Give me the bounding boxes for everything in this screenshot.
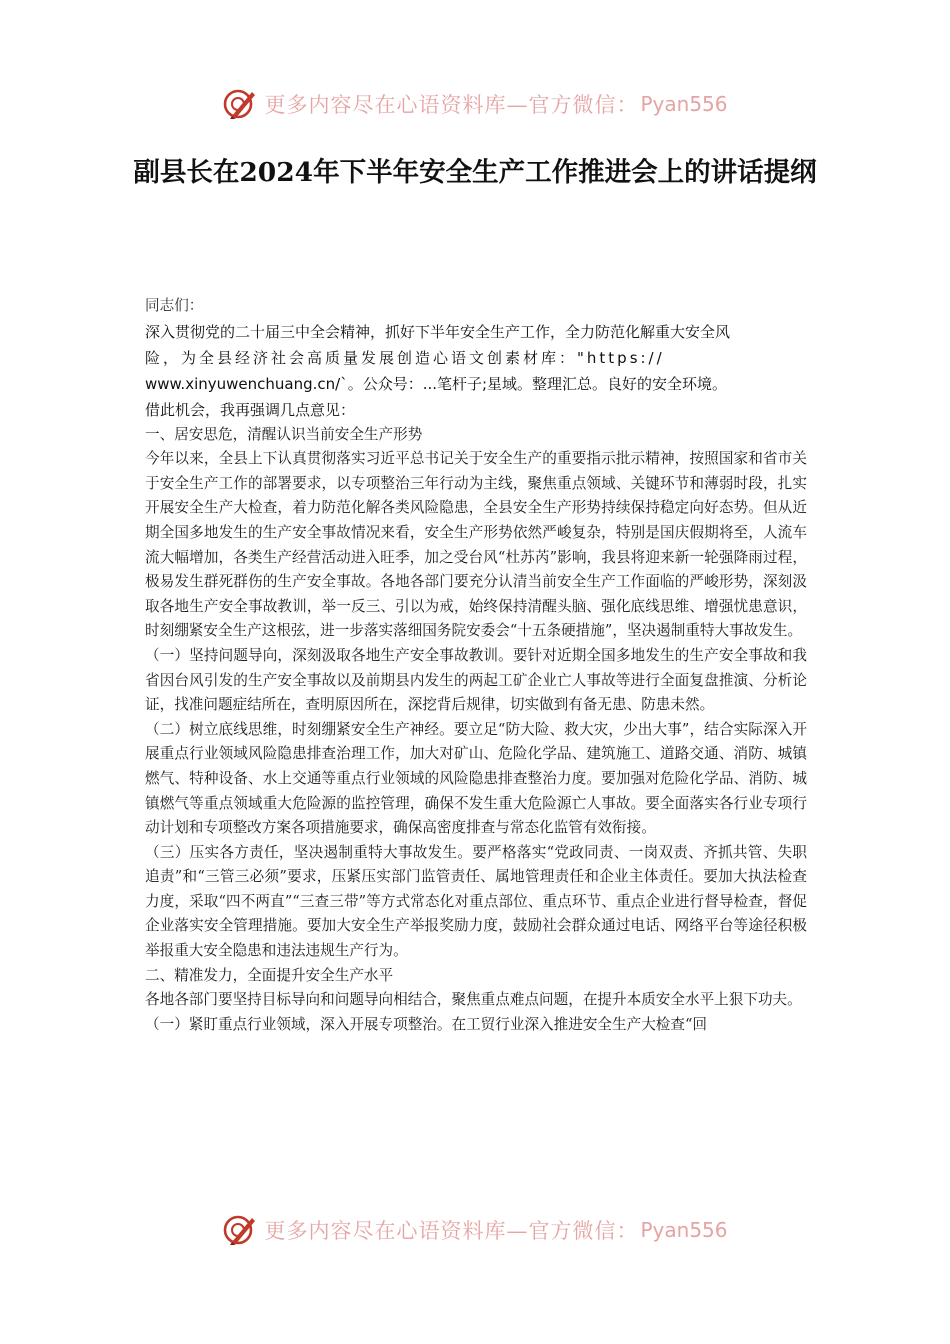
section-heading-1: 一、居安思危，清醒认识当前安全生产形势 (145, 425, 423, 443)
paragraph: 今年以来，全县上下认真贯彻落实习近平总书记关于安全生产的重要指示批示精神，按照国家和省市关于安全生产工作的部署要求，以专项整治三年行动为主线，聚焦重点领域、关键环节和薄弱时段，扎实开展安全生产大检查，着力防范化解各类风险隐患，全县安全生产形势持续保持稳定向好态势。但从近期全国多地发生的生产安全事故情况来看，安全生产形势依然严峻复杂，特别是国庆假期将至，人流车流大幅增加，各类生产经营活动进入旺季，加之受台风“杜苏芮”影响，我县将迎来新一轮强降雨过程，极易发生群死群伤的生产安全事故。各地各部门要充分认清当前安全生产工作面临的严峻形势，深刻汲取各地生产安全事故教训，举一反三、引以为戒，始终保持清醒头脑、强化底线思维、增强忧患意识，时刻绷紧安全生产这根弦，进一步落实落细国务院安委会“十五条硬措施”，坚决遏制重特大事故发生。 (145, 450, 807, 640)
banner-text: 更多内容尽在心语资料库—官方微信： (264, 1219, 639, 1243)
paragraph: 各地各部门要坚持目标导向和问题导向相结合，聚焦重点难点问题，在提升本质安全水平上狠下功夫。 (145, 991, 802, 1009)
intro-line-4: 借此机会，我再强调几点意见： (145, 400, 356, 419)
section-heading-2: 二、精准发力，全面提升安全生产水平 (145, 966, 394, 984)
paragraph: （一）紧盯重点行业领域，深入开展专项整治。在工贸行业深入推进安全生产大检查“回 (145, 1015, 708, 1033)
paragraph: （二）树立底线思维，时刻绷紧安全生产神经。要立足“防大险、救大灾，少出大事”，结合实际深入开展重点行业领域风险隐患排查治理工作，加大对矿山、危险化学品、建筑施工、道路交通、消防、城镇燃气、特种设备、水上交通等重点行业领域的风险隐患排查整治力度。要加强对危险化学品、消防、城镇燃气等重点领域重大危险源的监控管理，确保不发生重大危险源亡人事故。要全面落实各行业专项行动计划和专项整改方案各项措施要求，确保高密度排查与常态化监管有效衔接。 (145, 720, 807, 837)
header-banner (0, 82, 950, 126)
pen-logo-icon (222, 1212, 258, 1248)
banner-text: 更多内容尽在心语资料库—官方微信： (264, 93, 639, 117)
intro-line-1: 深入贯彻党的二十届三中全会精神，抓好下半年安全生产工作，全力防范化解重大安全风 (145, 322, 731, 341)
intro-line-3: www.xinyuwenchuang.cn/`。公众号：...笔杆子;星域。整理汇总。良好的安全环境。 (145, 374, 728, 393)
footer-banner (0, 1208, 950, 1252)
document-body (145, 294, 807, 1037)
page-title: 副县长在2024年下半年安全生产工作推进会上的讲话提纲 (133, 157, 817, 188)
greeting: 同志们： (145, 297, 204, 314)
paragraph: （三）压实各方责任，坚决遏制重特大事故发生。要严格落实“党政同责、一岗双责、齐抓共管、失职追责”和“三管三必须”要求，压紧压实部门监管责任、属地管理责任和企业主体责任。要加大执法检查力度，采取“四不两直”“三查三带”等方式常态化对重点部位、重点环节、重点企业进行督导检查，督促企业落实安全管理措施。要加大安全生产举报奖励力度，鼓励社会群众通过电话、网络平台等途径积极举报重大安全隐患和违法违规生产行为。 (145, 843, 807, 960)
banner-wechat-handle: Pyan556 (640, 92, 728, 116)
intro-line-2: 险，为全县经济社会高质量发展创造心语文创素材库："https:// (145, 348, 665, 367)
paragraph: （一）坚持问题导向，深刻汲取各地生产安全事故教训。要针对近期全国多地发生的生产安全事故和我省因台风引发的生产安全事故以及前期县内发生的两起工矿企业亡人事故等进行全面复盘推演、分析论证，找准问题症结所在，查明原因所在，深挖背后规律，切实做到有备无患、防患未然。 (145, 646, 807, 714)
pen-logo-icon (222, 86, 258, 122)
banner-wechat-handle: Pyan556 (640, 1218, 728, 1242)
